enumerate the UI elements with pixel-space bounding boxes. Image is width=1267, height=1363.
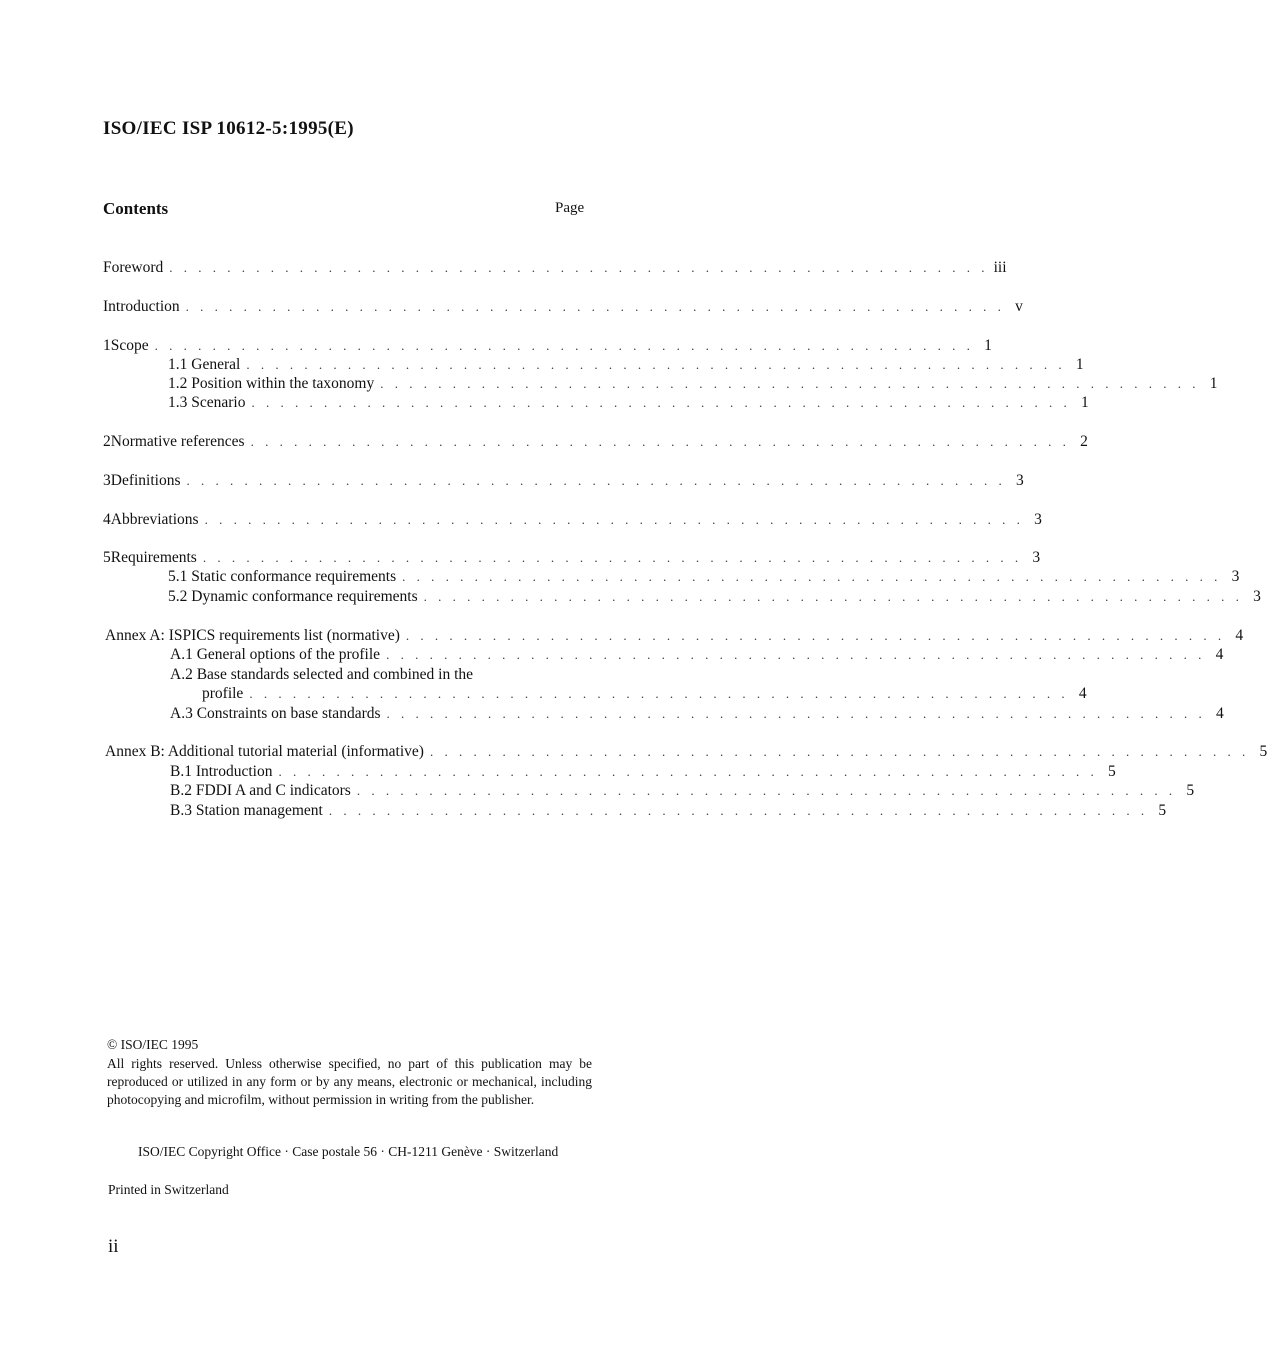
toc-entry-text: Introduction	[103, 298, 180, 315]
toc-page-number: 5	[1158, 802, 1167, 819]
toc-entry-base-standards-line2[interactable]	[202, 684, 1087, 704]
toc-entry-text: Annex B: Additional tutorial material (informative)	[105, 743, 424, 760]
toc-page-number: 3	[1253, 588, 1261, 605]
toc-entry-introduction[interactable]	[103, 297, 1023, 317]
toc-page-number: 4	[1235, 627, 1244, 644]
toc-section-number: 5	[103, 549, 111, 566]
toc-entry-annex-a[interactable]	[105, 626, 1244, 646]
toc-entry-text: A.2 Base standards selected and combined in the	[170, 666, 474, 683]
toc-entry-text: B.1 Introduction	[170, 763, 273, 780]
page-column-heading: Page	[555, 200, 585, 216]
toc-entry-text: profile	[202, 685, 244, 702]
toc-section-number: 3	[103, 472, 111, 489]
copyright-year: © ISO/IEC 1995	[107, 1037, 199, 1052]
toc-entry-abbreviations[interactable]	[103, 510, 1042, 530]
toc-page-number: 1	[1209, 375, 1218, 392]
toc-entry-b-introduction[interactable]	[170, 762, 1116, 782]
toc-entry-scenario[interactable]	[168, 393, 1089, 413]
toc-page-number: 3	[1231, 568, 1240, 585]
page-number: ii	[108, 1236, 119, 1257]
toc-leader: . . . . . . . . . . . . . . . . . . . . . . . . . . . . . . . . . . . . . . . . . . . . . . . . . . . . . . . . .	[169, 260, 989, 275]
toc-section-number: 1	[103, 337, 111, 354]
toc-leader: . . . . . . . . . . . . . . . . . . . . . . . . . . . . . . . . . . . . . . . . . . . . . . . . . . . . . . . . .	[429, 744, 1250, 759]
toc-section-number: 2	[103, 433, 111, 450]
toc-leader: . . . . . . . . . . . . . . . . . . . . . . . . . . . . . . . . . . . . . . . . . . . . . . . . . . . . . . . . .	[380, 376, 1200, 391]
toc-entry-text: B.2 FDDI A and C indicators	[170, 782, 351, 799]
toc-page-number: 1	[1075, 356, 1084, 373]
toc-page-number: 5	[1107, 763, 1116, 780]
toc-leader: . . . . . . . . . . . . . . . . . . . . . . . . . . . . . . . . . . . . . . . . . . . . . . . . . . . . . . . . .	[278, 764, 1098, 779]
toc-leader: . . . . . . . . . . . . . . . . . . . . . . . . . . . . . . . . . . . . . . . . . . . . . . . . . . . . . . . . .	[249, 686, 1069, 701]
toc-entry-general-options[interactable]	[170, 645, 1224, 665]
toc-page-number: 1	[984, 337, 992, 354]
toc-leader: . . . . . . . . . . . . . . . . . . . . . . . . . . . . . . . . . . . . . . . . . . . . . . . . . . . . . . . . .	[250, 434, 1070, 449]
toc-page-number: 3	[1016, 472, 1024, 489]
toc-entry-normative-references[interactable]	[103, 432, 1088, 452]
toc-entry-text: Foreword	[103, 259, 164, 276]
toc-leader: . . . . . . . . . . . . . . . . . . . . . . . . . . . . . . . . . . . . . . . . . . . . . . . . . . . . . . . . .	[402, 569, 1222, 584]
toc-leader: . . . . . . . . . . . . . . . . . . . . . . . . . . . . . . . . . . . . . . . . . . . . . . . . . . . . . . . . .	[186, 473, 1006, 488]
toc-entry-constraints[interactable]	[170, 704, 1224, 724]
toc-page-number: 1	[1080, 394, 1089, 411]
toc-entry-position-taxonomy[interactable]	[168, 374, 1218, 394]
toc-entry-text: B.3 Station management	[170, 802, 323, 819]
toc-entry-text: 1.2 Position within the taxonomy	[168, 375, 375, 392]
document-header: ISO/IEC ISP 10612-5:1995(E)	[103, 118, 354, 139]
toc-entry-station-management[interactable]	[170, 801, 1167, 821]
toc-leader: . . . . . . . . . . . . . . . . . . . . . . . . . . . . . . . . . . . . . . . . . . . . . . . . . . . . . . . . .	[386, 706, 1206, 721]
toc-leader: . . . . . . . . . . . . . . . . . . . . . . . . . . . . . . . . . . . . . . . . . . . . . . . . . . . . . . . . .	[328, 803, 1149, 818]
copyright-office-address: ISO/IEC Copyright Office · Case postale 56 · CH-1211 Genève · Switzerland	[138, 1144, 559, 1159]
contents-heading: Contents	[103, 199, 169, 218]
toc-entry-text: Abbreviations	[110, 511, 199, 528]
toc-leader: . . . . . . . . . . . . . . . . . . . . . . . . . . . . . . . . . . . . . . . . . . . . . . . . . . . . . . . . .	[356, 783, 1177, 798]
toc-leader: . . . . . . . . . . . . . . . . . . . . . . . . . . . . . . . . . . . . . . . . . . . . . . . . . . . . . . . . .	[423, 589, 1243, 604]
toc-page-number: 2	[1080, 433, 1088, 450]
toc-page-number: 4	[1078, 685, 1087, 702]
toc-leader: . . . . . . . . . . . . . . . . . . . . . . . . . . . . . . . . . . . . . . . . . . . . . . . . . . . . . . . . .	[251, 395, 1071, 410]
toc-page-number: iii	[993, 259, 1007, 276]
toc-entry-text: A.3 Constraints on base standards	[170, 705, 381, 722]
toc-section-number: 4	[103, 511, 111, 528]
toc-leader: . . . . . . . . . . . . . . . . . . . . . . . . . . . . . . . . . . . . . . . . . . . . . . . . . . . . . . . . .	[405, 628, 1226, 643]
toc-entry-fddi-indicators[interactable]	[170, 781, 1195, 801]
toc-entry-foreword[interactable]	[103, 258, 1007, 278]
toc-entry-text: 1.3 Scenario	[168, 394, 246, 411]
toc-leader: . . . . . . . . . . . . . . . . . . . . . . . . . . . . . . . . . . . . . . . . . . . . . . . . . . . . . . . . .	[204, 512, 1024, 527]
toc-page-number: 5	[1186, 782, 1195, 799]
toc-page-number: v	[1015, 298, 1023, 315]
printed-in: Printed in Switzerland	[108, 1182, 229, 1197]
toc-entry-text: Annex A: ISPICS requirements list (normative)	[105, 627, 400, 644]
toc-entry-static-conformance[interactable]	[168, 567, 1240, 587]
toc-leader: . . . . . . . . . . . . . . . . . . . . . . . . . . . . . . . . . . . . . . . . . . . . . . . . . . . . . . . . .	[202, 550, 1023, 565]
toc-entry-requirements[interactable]	[103, 548, 1041, 568]
toc-entry-base-standards-line1[interactable]	[170, 665, 570, 685]
toc-page-number: 5	[1259, 743, 1267, 760]
toc-entry-text: Scope	[110, 337, 149, 354]
toc-entry-general[interactable]	[168, 355, 1084, 375]
toc-page-number: 3	[1032, 549, 1041, 566]
toc-leader: . . . . . . . . . . . . . . . . . . . . . . . . . . . . . . . . . . . . . . . . . . . . . . . . . . . . . . . . .	[386, 647, 1206, 662]
toc-entry-scope[interactable]	[103, 336, 992, 356]
toc-leader: . . . . . . . . . . . . . . . . . . . . . . . . . . . . . . . . . . . . . . . . . . . . . . . . . . . . . . . . .	[246, 357, 1066, 372]
toc-leader: . . . . . . . . . . . . . . . . . . . . . . . . . . . . . . . . . . . . . . . . . . . . . . . . . . . . . . . . .	[154, 338, 974, 353]
toc-entry-text: Requirements	[110, 549, 197, 566]
toc-entry-text: Normative references	[110, 433, 245, 450]
toc-entry-text: 5.1 Static conformance requirements	[168, 568, 397, 585]
toc-entry-text: A.1 General options of the profile	[170, 646, 381, 663]
toc-leader: . . . . . . . . . . . . . . . . . . . . . . . . . . . . . . . . . . . . . . . . . . . . . . . . . . . . . . . . .	[185, 299, 1005, 314]
toc-entry-annex-b[interactable]	[105, 742, 1267, 762]
toc-entry-dynamic-conformance[interactable]	[168, 587, 1261, 607]
toc-entry-text: 5.2 Dynamic conformance requirements	[168, 588, 418, 605]
toc-entry-text: Definitions	[110, 472, 181, 489]
toc-entry-definitions[interactable]	[103, 471, 1024, 491]
toc-entry-text: 1.1 General	[168, 356, 241, 373]
copyright-notice: All rights reserved. Unless otherwise specified, no part of this publication may be reproduced or utilized in any form or by any means, electronic or mechanical, including photocopying and microfilm, without permission in writing from the publisher.	[107, 1056, 592, 1107]
toc-page-number: 4	[1215, 646, 1224, 663]
toc-page-number: 3	[1034, 511, 1042, 528]
toc-page-number: 4	[1216, 705, 1224, 722]
